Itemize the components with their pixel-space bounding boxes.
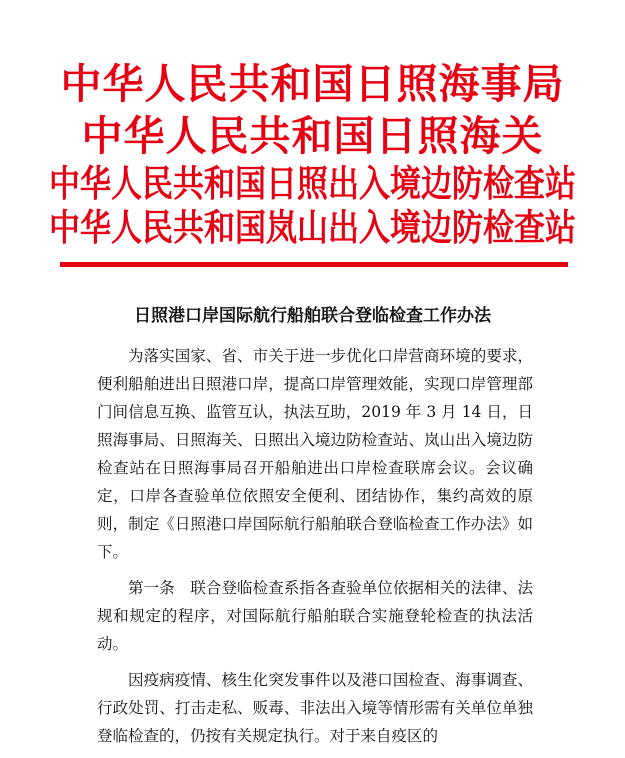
- issuer-name-customs: 中华人民共和国日照海关: [81, 112, 544, 160]
- issuer-name-rizhao-border: 中华人民共和国日照出入境边防检查站: [49, 162, 576, 206]
- issuer-name-maritime: 中华人民共和国日照海事局: [60, 60, 565, 108]
- issuer-name-lanshan-border: 中华人民共和国岚山出入境边防检查站: [49, 206, 576, 250]
- document-title: 日照港口岸国际航行船舶联合登临检查工作办法: [134, 306, 491, 326]
- paragraph-intro: 为落实国家、省、市关于进一步优化口岸营商环境的要求，便利船舶进出日照港口岸，提高口岸管理效能，实现口岸管理部门间信息互换、监管互认，执法互助，2019 年 3 月 14 日，日照海事局、日照海关、日照出入境边防检查站、岚山出入境边防检查站在日照海事局召开船舶进出口岸检查联席会议。会议确定，口岸各查验单位依照安全便利、团结协作，集约高效的原则，制定《日照港口岸国际航行船舶联合登临检查工作办法》如下。: [97, 347, 533, 561]
- issuer-header: [0, 58, 625, 250]
- paragraph-exceptions: 因疫病疫情、核生化突发事件以及港口国检查、海事调查、行政处罚、打击走私、贩毒、非法出入境等情形需有关单位单独登临检查的，仍按有关规定执行。对于来自疫区的: [97, 671, 533, 745]
- red-header-divider: [60, 262, 568, 267]
- document-body: [97, 342, 533, 758]
- paragraph-article-1: 第一条 联合登临检查系指各查验单位依据相关的法律、法规和规定的程序，对国际航行船舶联合实施登轮检查的执法活动。: [97, 579, 533, 653]
